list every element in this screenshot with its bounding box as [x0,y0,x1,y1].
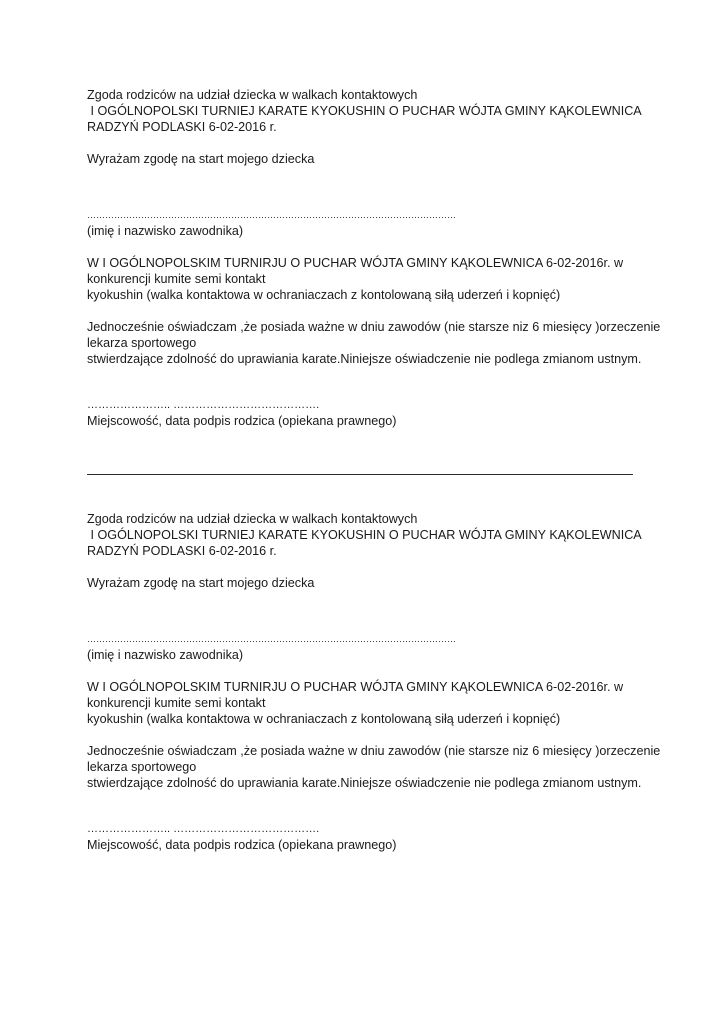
competition-line-3: kyokushin (walka kontaktowa w ochraniaczach z kontolowaną siłą uderzeń i kopnięć) [87,288,561,302]
athlete-name-field: …………………………………………………………………………………………………………… [87,210,456,220]
signature-field: ………………….. …………………………………. [87,399,320,411]
declaration-line-2: lekarza sportowego [87,336,197,350]
tournament-place-date: RADZYŃ PODLASKI 6-02-2016 r. [87,544,277,558]
tournament-place-date: RADZYŃ PODLASKI 6-02-2016 r. [87,120,277,134]
declaration-line-2: lekarza sportowego [87,760,197,774]
consent-form-2 [87,511,661,853]
competition-line-1: W I OGÓLNOPOLSKIM TURNIRJU O PUCHAR WÓJTA GMINY KĄKOLEWNICA 6-02-2016r. w [87,680,624,694]
consent-statement: Wyrażam zgodę na start mojego dziecka [87,576,315,590]
competition-line-2: konkurencji kumite semi kontakt [87,272,266,286]
declaration-line-3: stwierdzające zdolność do uprawiania karate.Niniejsze oświadczenie nie podlega zmianom ustnym. [87,776,642,790]
form-title: Zgoda rodziców na udział dziecka w walkach kontaktowych [87,512,418,526]
athlete-name-label: (imię i nazwisko zawodnika) [87,648,244,662]
competition-line-3: kyokushin (walka kontaktowa w ochraniaczach z kontolowaną siłą uderzeń i kopnięć) [87,712,561,726]
competition-line-2: konkurencji kumite semi kontakt [87,696,266,710]
signature-label: Miejscowość, data podpis rodzica (opiekana prawnego) [87,414,397,428]
signature-field: ………………….. …………………………………. [87,823,320,835]
tournament-name: I OGÓLNOPOLSKI TURNIEJ KARATE KYOKUSHIN O PUCHAR WÓJTA GMINY KĄKOLEWNICA [87,104,642,118]
consent-form-1 [87,87,661,429]
signature-label: Miejscowość, data podpis rodzica (opiekana prawnego) [87,838,397,852]
declaration-line-3: stwierdzające zdolność do uprawiania karate.Niniejsze oświadczenie nie podlega zmianom ustnym. [87,352,642,366]
athlete-name-field: …………………………………………………………………………………………………………… [87,634,456,644]
consent-statement: Wyrażam zgodę na start mojego dziecka [87,152,315,166]
tournament-name: I OGÓLNOPOLSKI TURNIEJ KARATE KYOKUSHIN O PUCHAR WÓJTA GMINY KĄKOLEWNICA [87,528,642,542]
declaration-line-1: Jednocześnie oświadczam ,że posiada ważne w dniu zawodów (nie starsze niz 6 miesięcy )orzeczenie [87,320,661,334]
declaration-line-1: Jednocześnie oświadczam ,że posiada ważne w dniu zawodów (nie starsze niz 6 miesięcy )orzeczenie [87,744,661,758]
cut-line-divider [87,474,633,475]
competition-line-1: W I OGÓLNOPOLSKIM TURNIRJU O PUCHAR WÓJTA GMINY KĄKOLEWNICA 6-02-2016r. w [87,256,624,270]
form-title: Zgoda rodziców na udział dziecka w walkach kontaktowych [87,88,418,102]
athlete-name-label: (imię i nazwisko zawodnika) [87,224,244,238]
